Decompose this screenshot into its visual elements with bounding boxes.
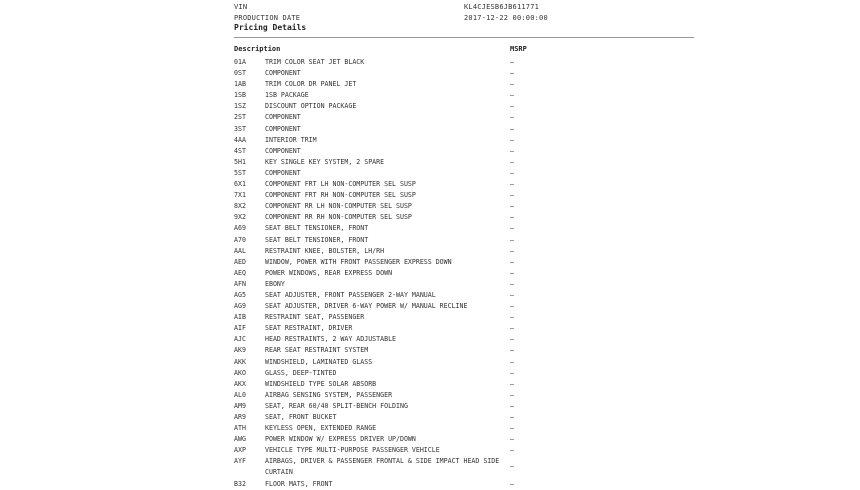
table-row [234, 312, 694, 323]
option-msrp: – [510, 157, 514, 166]
option-msrp: – [510, 279, 514, 288]
option-code: 5ST [234, 168, 246, 177]
option-code: AAL [234, 246, 246, 255]
vin-label: VIN [234, 3, 248, 11]
table-row [234, 168, 694, 179]
option-code: 3ST [234, 124, 246, 133]
option-msrp: – [510, 390, 514, 399]
option-msrp: – [510, 302, 514, 311]
option-code: A70 [234, 235, 246, 244]
option-msrp: – [510, 168, 514, 177]
option-description: TRIM COLOR DR PANEL JET [265, 80, 357, 89]
option-description: WINDSHIELD, LAMINATED GLASS [265, 357, 373, 366]
option-description: KEY SINGLE KEY SYSTEM, 2 SPARE [265, 157, 385, 166]
option-description: COMPONENT [265, 146, 301, 155]
option-code: 1AB [234, 80, 246, 89]
option-code: AFN [234, 279, 246, 288]
section-title: Pricing Details [234, 23, 307, 32]
table-row [234, 190, 694, 201]
option-code: 1SZ [234, 102, 246, 111]
option-description: FLOOR MATS, FRONT [265, 479, 333, 488]
option-description: SEAT ADJUSTER, FRONT PASSENGER 2-WAY MANUAL [265, 290, 436, 299]
option-description: AIRBAG SENSING SYSTEM, PASSENGER [265, 390, 393, 399]
option-description: VEHICLE TYPE MULTI-PURPOSE PASSENGER VEHICLE [265, 446, 440, 455]
option-code: 7X1 [234, 191, 246, 200]
table-row [234, 90, 694, 101]
option-msrp: – [510, 146, 514, 155]
option-code: AIB [234, 313, 246, 322]
table-row [234, 434, 694, 445]
option-msrp: – [510, 69, 514, 78]
option-code: AEQ [234, 268, 246, 277]
msrp-column-header: MSRP [510, 45, 527, 53]
table-row [234, 390, 694, 401]
option-msrp: – [510, 180, 514, 189]
option-description: TRIM COLOR SEAT JET BLACK [265, 58, 365, 66]
option-code: 01A [234, 58, 246, 66]
description-column-header: Description [234, 45, 281, 53]
option-msrp: – [510, 191, 514, 200]
option-msrp: – [510, 462, 514, 471]
table-row [234, 179, 694, 190]
option-msrp: – [510, 224, 514, 233]
table-row [234, 401, 694, 412]
table-row [234, 101, 694, 112]
option-msrp: – [510, 58, 514, 66]
option-msrp: – [510, 235, 514, 244]
table-row [234, 279, 694, 290]
option-msrp: – [510, 324, 514, 333]
option-description: RESTRAINT KNEE, BOLSTER, LH/RH [265, 246, 385, 255]
option-msrp: – [510, 80, 514, 89]
production-date-label: PRODUCTION DATE [234, 14, 301, 22]
table-row [234, 456, 694, 478]
option-code: AR9 [234, 413, 246, 421]
option-description: SEAT, FRONT BUCKET [265, 413, 337, 421]
option-msrp: – [510, 446, 514, 455]
option-msrp: – [510, 435, 514, 444]
table-row [234, 479, 694, 490]
table-row [234, 112, 694, 123]
option-description: 1SB PACKAGE [265, 91, 309, 100]
table-row [234, 412, 694, 423]
option-code: AKX [234, 379, 246, 388]
option-code: AXP [234, 446, 246, 455]
option-description: POWER WINDOW W/ EXPRESS DRIVER UP/DOWN [265, 435, 416, 444]
option-msrp: – [510, 91, 514, 100]
option-code: AKK [234, 357, 246, 366]
option-msrp: – [510, 268, 514, 277]
option-description: COMPONENT [265, 69, 301, 78]
option-code: AG9 [234, 302, 246, 311]
table-row [234, 368, 694, 379]
option-msrp: – [510, 124, 514, 133]
vin-value: KL4CJESB6JB611771 [464, 3, 540, 11]
table-row [234, 345, 694, 356]
option-msrp: – [510, 424, 514, 433]
option-code: AYF [234, 457, 246, 466]
option-msrp: – [510, 413, 514, 421]
option-msrp: – [510, 368, 514, 377]
option-msrp: – [510, 290, 514, 299]
option-code: AG5 [234, 290, 246, 299]
option-description: POWER WINDOWS, REAR EXPRESS DOWN [265, 268, 393, 277]
option-code: AWG [234, 435, 246, 444]
option-code: 4AA [234, 135, 246, 144]
option-description: SEAT ADJUSTER, DRIVER 6-WAY POWER W/ MANUAL RECLINE [265, 302, 468, 311]
option-code: 1SB [234, 91, 246, 100]
option-description: RESTRAINT SEAT, PASSENGER [265, 313, 365, 322]
option-code: AM9 [234, 401, 246, 410]
table-row [234, 201, 694, 212]
option-code: 2ST [234, 113, 246, 122]
table-row [234, 290, 694, 301]
option-code: AL0 [234, 390, 246, 399]
production-date-value: 2017-12-22 00:00:00 [464, 14, 548, 22]
table-row [234, 146, 694, 157]
option-description: COMPONENT [265, 124, 301, 133]
option-msrp: – [510, 479, 514, 488]
option-code: AIF [234, 324, 246, 333]
option-msrp: – [510, 102, 514, 111]
table-row [234, 357, 694, 368]
table-row [234, 257, 694, 268]
option-description: SEAT BELT TENSIONER, FRONT [265, 235, 369, 244]
table-row [234, 79, 694, 90]
table-row [234, 68, 694, 79]
option-msrp: – [510, 246, 514, 255]
option-description: COMPONENT [265, 168, 301, 177]
table-row [234, 301, 694, 312]
option-description: INTERIOR TRIM [265, 135, 317, 144]
table-row [234, 223, 694, 234]
table-row [234, 124, 694, 135]
table-row [234, 57, 694, 68]
table-row [234, 246, 694, 257]
table-row [234, 445, 694, 456]
option-code: AKO [234, 368, 246, 377]
option-code: AED [234, 257, 246, 266]
option-code: 5H1 [234, 157, 246, 166]
option-description: COMPONENT RR RH NON-COMPUTER SEL SUSP [265, 213, 412, 222]
option-msrp: – [510, 335, 514, 344]
option-msrp: – [510, 379, 514, 388]
table-row [234, 423, 694, 434]
option-description: SEAT, REAR 60/40 SPLIT-BENCH FOLDING [265, 401, 408, 410]
option-code: B32 [234, 479, 246, 488]
option-description: HEAD RESTRAINTS, 2 WAY ADJUSTABLE [265, 335, 397, 344]
table-row [234, 212, 694, 223]
option-msrp: – [510, 401, 514, 410]
option-code: AK9 [234, 346, 246, 355]
option-code: 4ST [234, 146, 246, 155]
option-code: 8X2 [234, 202, 246, 211]
option-msrp: – [510, 357, 514, 366]
table-row [234, 235, 694, 246]
option-description: COMPONENT FRT LH NON-COMPUTER SEL SUSP [265, 180, 416, 189]
option-description: AIRBAGS, DRIVER & PASSENGER FRONTAL & SIDE IMPACT HEAD SIDE CURTAIN [265, 457, 500, 477]
option-description: SEAT BELT TENSIONER, FRONT [265, 224, 369, 233]
option-description: SEAT RESTRAINT, DRIVER [265, 324, 353, 333]
option-description: KEYLESS OPEN, EXTENDED RANGE [265, 424, 377, 433]
option-code: 6X1 [234, 180, 246, 189]
option-description: GLASS, DEEP-TINTED [265, 368, 337, 377]
table-row [234, 135, 694, 146]
pricing-table [234, 57, 694, 490]
divider [234, 37, 694, 38]
option-description: REAR SEAT RESTRAINT SYSTEM [265, 346, 369, 355]
option-msrp: – [510, 213, 514, 222]
option-description: DISCOUNT OPTION PACKAGE [265, 102, 357, 111]
option-description: COMPONENT FRT RH NON-COMPUTER SEL SUSP [265, 191, 416, 200]
option-msrp: – [510, 113, 514, 122]
option-msrp: – [510, 257, 514, 266]
option-code: A69 [234, 224, 246, 233]
table-row [234, 268, 694, 279]
option-description: COMPONENT RR LH NON-COMPUTER SEL SUSP [265, 202, 412, 211]
option-code: 0ST [234, 69, 246, 78]
option-code: 9X2 [234, 213, 246, 222]
table-row [234, 334, 694, 345]
option-description: COMPONENT [265, 113, 301, 122]
table-row [234, 379, 694, 390]
option-description: WINDSHIELD TYPE SOLAR ABSORB [265, 379, 377, 388]
table-row [234, 323, 694, 334]
option-msrp: – [510, 313, 514, 322]
option-msrp: – [510, 202, 514, 211]
option-msrp: – [510, 135, 514, 144]
option-msrp: – [510, 346, 514, 355]
option-description: EBONY [265, 279, 285, 288]
option-code: AJC [234, 335, 246, 344]
option-code: ATH [234, 424, 246, 433]
table-row [234, 157, 694, 168]
option-description: WINDOW, POWER WITH FRONT PASSENGER EXPRESS DOWN [265, 257, 452, 266]
